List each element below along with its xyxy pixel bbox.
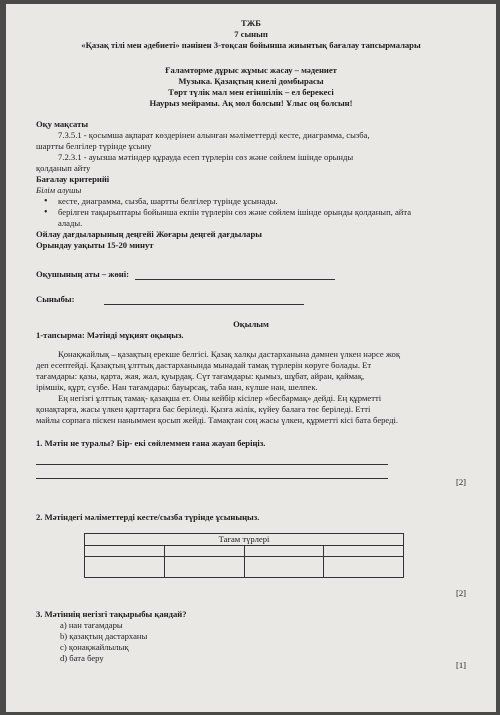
duration: Орындау уақыты 15-20 минут	[36, 240, 154, 250]
thinking-skills: Ойлау дағдыларының деңгейі Жоғары деңгей дағдылары	[36, 229, 262, 239]
criteria-title: Бағалау критерийі	[36, 174, 110, 184]
topic-3: Төрт түлік мал мен егіншілік – ел берекесі	[168, 87, 334, 97]
table-cell[interactable]	[164, 557, 244, 578]
student-name-field[interactable]	[36, 269, 466, 280]
student-name-label: Оқушының аты – жөні:	[36, 269, 129, 279]
paragraph-1-line-1: Қонақжайлық – қазақтың ерекше белгісі. Қазақ халқы дастарханына дәмнен үлкен нәрсе жоқ	[58, 349, 401, 359]
question-1: 1. Мәтін не туралы? Бір- екі сөйлеммен ғана жауап беріңіз.	[36, 438, 266, 448]
criteria-item-1-text: кесте, диаграмма, сызба, шартты белгілер түрінде ұсынады.	[58, 196, 278, 206]
question-3-options	[36, 620, 466, 664]
paragraph-2-line-3: майлы сорпаға піскен наныммен қосып жейді. Тамақтан соң жасы үлкен, құрметті кісі бата береді.	[36, 415, 399, 425]
topic-4: Наурыз мейрамы. Ақ мол болсын! Ұлыс оң болсын!	[149, 98, 353, 108]
goal-2-cont: қолданып айту	[36, 163, 91, 173]
question-2-score: [2]	[455, 588, 466, 598]
table-cell[interactable]	[324, 557, 404, 578]
question-3-score: [1]	[455, 660, 466, 670]
section-title: Оқылым	[233, 319, 269, 329]
paragraph-1-line-2: деп есептейді. Қазақтың ұлттық дастарханында мынадай тамақ түрлерін көруге болады. Ет	[36, 360, 372, 370]
learning-goals	[36, 119, 466, 174]
criteria-item-1	[44, 196, 466, 207]
class-label: Сыныбы:	[36, 294, 75, 304]
criteria-list	[36, 196, 466, 218]
task1-title: 1-тапсырма: Мәтінді мұқият оқыңыз.	[36, 330, 184, 340]
class-field[interactable]	[36, 294, 466, 305]
goals-title: Оқу мақсаты	[36, 119, 89, 129]
header-line1: ТЖБ	[241, 18, 261, 28]
table-cell[interactable]	[324, 546, 404, 557]
paragraph-1-line-3: тағамдары: қазы, қарта, жая, жал, қуырдақ. Сүт тағамдары: қымыз, шұбат, айран, қаймақ,	[36, 371, 365, 381]
option-a[interactable]: а) нан тағамдары	[60, 620, 123, 630]
paragraph-2-line-2: қонақтарға, жасы үлкен қарттарға бас беріледі. Қызға жілік, күйеу балаға төс беріледі. Етті	[36, 404, 371, 414]
paragraph-2-line-1: Ең негізгі ұлттық тамақ- қазақша ет. Оны кейбір кісілер «бесбармақ» дейді. Ең құрметті	[58, 393, 382, 403]
criteria-item-2	[44, 207, 466, 218]
table-cell[interactable]	[85, 546, 165, 557]
class-line[interactable]	[104, 295, 304, 305]
worksheet-page	[6, 4, 496, 712]
reading-text	[36, 349, 466, 426]
table-header: Тағам түрлері	[85, 534, 404, 546]
option-c[interactable]: c) қонақжайлылық	[60, 642, 129, 652]
option-b[interactable]: b) қазақтың дастарханы	[60, 631, 148, 641]
table-cell[interactable]	[85, 557, 165, 578]
question-3: 3. Мәтіннің негізгі тақырыбы қандай?	[36, 609, 187, 619]
answer-line-1[interactable]	[36, 455, 388, 465]
criteria-block	[36, 174, 466, 229]
question-1-score: [2]	[455, 477, 466, 487]
goal-1-cont: шартты белгілер түрінде ұсыну	[36, 141, 152, 151]
student-name-line[interactable]	[135, 270, 335, 280]
table-cell[interactable]	[164, 546, 244, 557]
food-types-table	[84, 533, 404, 578]
table-cell[interactable]	[244, 557, 324, 578]
criteria-item-2-text: берілген тақырыптары бойынша екпін түрлерін сөз және сөйлем ішінде орынды қолданып, айта	[58, 207, 412, 217]
header-line3: «Қазақ тілі мен әдебиеті» пәнінен 3-тоқсан бойынша жиынтық бағалау тапсырмалары	[81, 40, 421, 50]
topic-1: Ғаламторме дұрыс жұмыс жасау – мәдениет	[165, 65, 337, 75]
topic-2: Музыка. Қазақтың киелі домбырасы	[178, 76, 324, 86]
header-line2: 7 сынып	[234, 29, 268, 39]
option-d[interactable]: d) бата беру	[60, 653, 104, 663]
criteria-item-2-cont: алады.	[58, 218, 83, 228]
goal-1: 7.3.5.1 - қосымша ақпарат көздерінен алынған мәліметтерді кесте, диаграмма, сызба,	[58, 130, 370, 140]
question-2: 2. Мәтіндегі мәліметтерді кесте/сызба түрінде ұсыныңыз.	[36, 512, 260, 522]
table-cell[interactable]	[244, 546, 324, 557]
goal-2: 7.2.3.1 - ауызша мәтіндер құрауда есеп түрлерін сөз және сөйлем ішінде орынды	[58, 152, 354, 162]
criteria-subtitle: Білім алушы	[36, 185, 82, 195]
topics-block	[36, 65, 466, 109]
paragraph-1-line-4: ірімшік, құрт, сүзбе. Нан тағамдары: бауырсақ, таба нан, күлше нан, шелпек.	[36, 382, 318, 392]
